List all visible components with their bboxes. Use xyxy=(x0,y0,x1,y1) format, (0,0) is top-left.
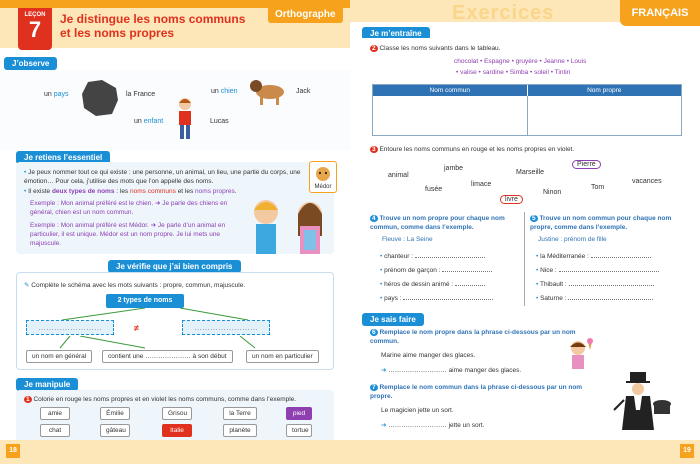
cell-propre[interactable] xyxy=(528,96,682,135)
schema-blank-left[interactable]: …………………… xyxy=(26,320,114,335)
word-emilie[interactable]: Émilie xyxy=(100,407,130,420)
word-gateau[interactable]: gâteau xyxy=(100,424,130,437)
q4-q5-divider xyxy=(524,212,525,306)
q4: 4 Trouve un nom propre pour chaque nom commun, comme dans l’exemple. xyxy=(370,215,505,231)
word-terre[interactable]: la Terre xyxy=(223,407,257,420)
q5-item[interactable]: • Saturne : xyxy=(536,292,686,306)
schema-contient[interactable]: contient une ………………… à son début xyxy=(102,350,233,363)
girl-icecream-icon xyxy=(564,338,594,378)
word-grisou[interactable]: Grisou xyxy=(162,407,192,420)
exercices-title: Exercices xyxy=(452,2,555,24)
lesson-badge: LEÇON 7 xyxy=(18,8,52,50)
q4-item[interactable]: • pays : xyxy=(380,292,520,306)
kids-illustration xyxy=(244,196,336,258)
retiens-b1: • Je peux nommer tout ce qui existe : une personne, un animal, un lieu, une partie du corps, une émotion… Pour cela, j’utilise des mots que l’on appelle des noms. xyxy=(24,169,301,185)
obs-jack: Jack xyxy=(296,88,311,95)
retiens-b2: • Il existe deux types de noms : les noms communs et les noms propres. xyxy=(24,188,237,195)
verifie-title: Je vérifie que j’ai bien compris xyxy=(108,260,241,273)
child-icon xyxy=(176,97,194,141)
w-vacances[interactable]: vacances xyxy=(632,178,662,185)
w-livre[interactable]: livre xyxy=(500,195,523,204)
obs-lucas: Lucas xyxy=(210,118,229,125)
schema-general: un nom en général xyxy=(26,350,92,363)
word-amie[interactable]: amie xyxy=(40,407,70,420)
word-pied[interactable]: pied xyxy=(286,407,312,420)
q3: 3 Entoure les noms communs en rouge et les noms propres en violet. xyxy=(372,146,575,153)
cell-commun[interactable] xyxy=(373,96,528,135)
schema-arrows-2 xyxy=(50,336,290,350)
obs-pays: un pays xyxy=(44,91,69,98)
word-italie[interactable]: Italie xyxy=(162,424,192,437)
w-fusee[interactable]: fusée xyxy=(425,186,443,193)
q5-example: Justine : prénom de fille xyxy=(538,236,607,243)
col-nom-propre: Nom propre xyxy=(587,87,622,94)
w-ninon[interactable]: Ninon xyxy=(543,189,562,196)
word-chat[interactable]: chat xyxy=(40,424,70,437)
right-page xyxy=(350,0,700,464)
retiens-title: Je retiens l’essentiel xyxy=(16,151,110,164)
word-planete[interactable]: planète xyxy=(223,424,257,437)
entraine-title: Je m’entraîne xyxy=(362,27,430,40)
w-animal[interactable]: animal xyxy=(388,172,409,179)
france-map-icon xyxy=(78,78,122,118)
page-number-left: 18 xyxy=(6,444,20,458)
q5-list xyxy=(536,250,686,306)
q2-table xyxy=(372,84,682,136)
types-box: 2 types de noms xyxy=(106,294,184,308)
col-nom-commun: Nom commun xyxy=(373,85,528,96)
manipule-title: Je manipule xyxy=(16,378,78,391)
q4-item[interactable]: • chanteur : xyxy=(380,250,520,264)
q4-example: Fleuve : La Seine xyxy=(382,236,433,243)
word-tortue[interactable]: tortue xyxy=(286,424,312,437)
w-marseille[interactable]: Marseille xyxy=(516,169,545,176)
q5-item[interactable]: • Thibault : xyxy=(536,278,686,292)
lesson-title: Je distingue les noms communs et les noms propres xyxy=(60,12,246,40)
q5-item[interactable]: • Nice : xyxy=(536,264,686,278)
right-footer-band xyxy=(350,440,700,464)
q2-words-2: • valise • sardine • Simba • soleil • Tintin xyxy=(456,69,571,76)
page-number-right: 19 xyxy=(680,444,694,458)
footer-band xyxy=(0,440,350,464)
q7-sentence: Le magicien jette un sort. xyxy=(381,407,454,414)
q5-item[interactable]: • la Méditerranée : xyxy=(536,250,686,264)
obs-chien: un chien xyxy=(211,88,238,95)
retiens-ex2: Exemple : Mon animal préféré est Médor. ➔ Je parle d’un animal en particulier, il est unique. Médor est un nom propre. Je lui mets une majuscule. xyxy=(30,222,226,247)
q5: 5 Trouve un nom commun pour chaque nom propre, comme dans l’exemple. xyxy=(530,215,672,231)
magician-icon xyxy=(612,370,676,434)
observe-area xyxy=(0,70,350,150)
medor-dog-icon xyxy=(313,164,333,182)
q4-item[interactable]: • prénom de garçon : xyxy=(380,264,520,278)
observe-title: J’observe xyxy=(4,57,57,70)
verifie-instr: ✎ Complète le schéma avec les mots suivants : propre, commun, majuscule. xyxy=(24,282,246,289)
q6-answer[interactable]: ➔ ……………………… aime manger des glaces. xyxy=(381,367,522,374)
w-limace[interactable]: limace xyxy=(471,181,492,188)
manipule-instr: 1 Colorie en rouge les noms propres et en violet les noms communs, comme dans l’exemple. xyxy=(26,396,297,403)
q7-answer[interactable]: ➔ ……………………… jette un sort. xyxy=(381,422,485,429)
section-tag: Orthographe xyxy=(268,6,343,23)
medor-card: Médor xyxy=(309,161,337,193)
w-pierre[interactable]: Pierre xyxy=(572,160,601,169)
q7: 7 Remplace le nom commun dans la phrase ci-dessous par un nom propre. xyxy=(370,384,583,400)
schema-blank-right[interactable]: …………………… xyxy=(182,320,270,335)
q6: 6 Remplace le nom propre dans la phrase ci-dessous par un nom commun. xyxy=(370,329,576,345)
retiens-ex1: Exemple : Mon animal préféré est le chien. ➔ Je parle des chiens en général, chien est un nom commun. xyxy=(30,200,228,216)
subject-tab: FRANÇAIS xyxy=(620,0,700,26)
q2-words-1: chocolat • Espagne • gruyère • Jeanne • Louis xyxy=(454,58,587,65)
sais-title: Je sais faire xyxy=(362,313,424,326)
q4-item[interactable]: • héros de dessin animé : xyxy=(380,278,520,292)
neq-sign: ≠ xyxy=(134,323,139,333)
dog-icon xyxy=(248,76,288,106)
w-tom[interactable]: Tom xyxy=(591,184,605,191)
obs-enfant: un enfant xyxy=(134,118,164,125)
schema-particulier: un nom en particulier xyxy=(246,350,319,363)
obs-france: la France xyxy=(126,91,156,98)
w-jambe[interactable]: jambe xyxy=(444,165,464,172)
q2: 2 Classe les noms suivants dans le tableau. xyxy=(372,45,501,52)
q4-list xyxy=(380,250,520,306)
q6-sentence: Marine aime manger des glaces. xyxy=(381,352,476,359)
